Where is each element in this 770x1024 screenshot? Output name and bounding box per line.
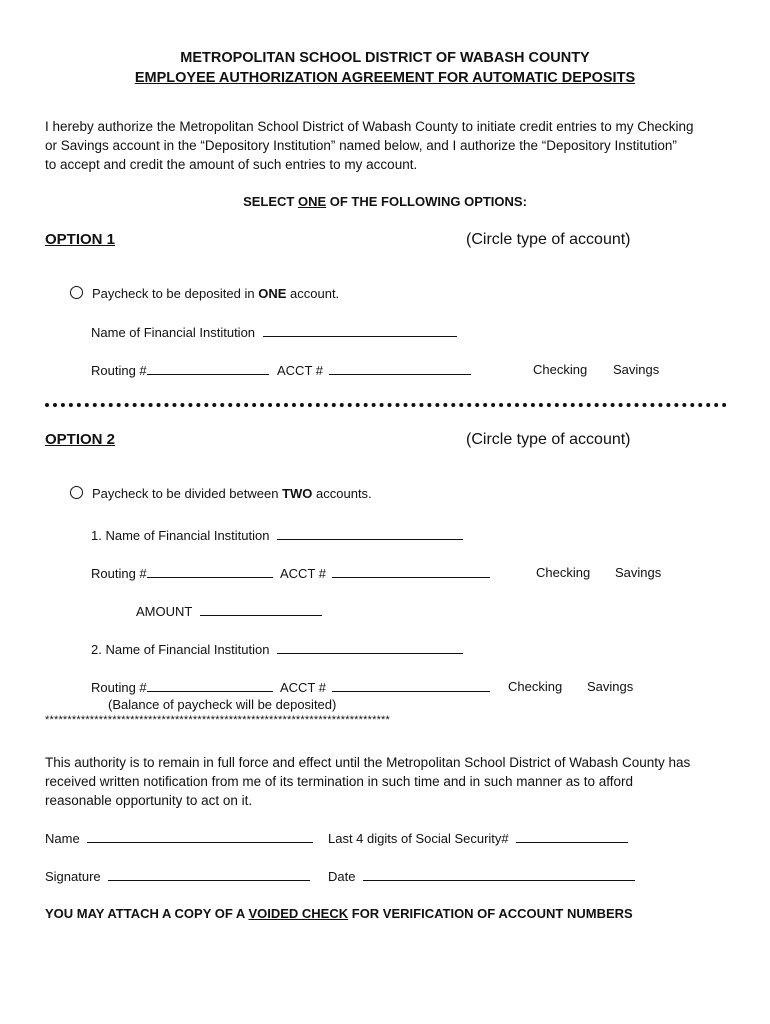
authority-paragraph xyxy=(45,753,735,810)
option-2-checking-2[interactable]: Checking xyxy=(508,679,563,694)
select-instruction: SELECT ONE OF THE FOLLOWING OPTIONS: xyxy=(243,194,527,209)
option-1-radio[interactable] xyxy=(70,286,83,299)
option-2-routing-2-row: Routing # xyxy=(91,679,273,695)
option-2-institution-1-field[interactable] xyxy=(277,527,463,540)
authority-line-2: received written notification from me of its termination in such time and in such manner as to afford xyxy=(45,774,634,789)
option-2-savings-2[interactable]: Savings xyxy=(587,679,634,694)
intro-line-1: I hereby authorize the Metropolitan School District of Wabash County to initiate credit entries to my Checking xyxy=(45,119,694,134)
option-2-routing-1-row: Routing # xyxy=(91,565,273,581)
option-2-acct-1-field[interactable] xyxy=(332,565,490,578)
intro-line-2: or Savings account in the “Depository Institution” named below, and I authorize the “Depository Institution” xyxy=(45,138,677,153)
authority-line-1: This authority is to remain in full force and effect until the Metropolitan School District of Wabash County has xyxy=(45,755,691,770)
option-1-circle-note: (Circle type of account) xyxy=(466,231,631,248)
option-2-institution-1-row: 1. Name of Financial Institution xyxy=(91,527,463,543)
option-2-checking-1[interactable]: Checking xyxy=(536,565,591,580)
option-1-radio-row[interactable]: Paycheck to be deposited in ONE account. xyxy=(70,286,339,301)
title-agreement: EMPLOYEE AUTHORIZATION AGREEMENT FOR AUTOMATIC DEPOSITS xyxy=(134,70,636,86)
intro-paragraph xyxy=(45,117,735,174)
option-2-balance-note: (Balance of paycheck will be deposited) xyxy=(108,697,337,712)
option-2-institution-2-field[interactable] xyxy=(277,641,463,654)
option-1-savings[interactable]: Savings xyxy=(613,362,660,377)
option-1-acct-field[interactable] xyxy=(329,362,471,375)
option-2-routing-1-field[interactable] xyxy=(147,565,273,578)
ssn-field[interactable] xyxy=(516,830,628,843)
date-field[interactable] xyxy=(363,868,635,881)
option-divider xyxy=(45,403,727,407)
option-2-label: OPTION 2 xyxy=(45,431,116,448)
option-1-routing-field[interactable] xyxy=(147,362,269,375)
option-2-institution-2-row: 2. Name of Financial Institution xyxy=(91,641,463,657)
option-2-acct-1-row: ACCT # xyxy=(280,565,490,581)
option-2-radio-row[interactable]: Paycheck to be divided between TWO accounts. xyxy=(70,486,372,501)
option-1-acct-row: ACCT # xyxy=(277,362,471,378)
signature-field[interactable] xyxy=(108,868,310,881)
signature-row: Signature xyxy=(45,868,310,884)
option-2-savings-1[interactable]: Savings xyxy=(615,565,662,580)
option-1-label: OPTION 1 xyxy=(45,231,116,248)
option-2-amount-row: AMOUNT xyxy=(136,603,322,619)
authority-line-3: reasonable opportunity to act on it. xyxy=(45,793,253,808)
option-1-institution-field[interactable] xyxy=(263,324,457,337)
ssn-row: Last 4 digits of Social Security# xyxy=(328,830,628,846)
option-1-institution-row: Name of Financial Institution xyxy=(91,324,457,340)
option-2-acct-2-row: ACCT # xyxy=(280,679,490,695)
voided-check-note: YOU MAY ATTACH A COPY OF A VOIDED CHECK FOR VERIFICATION OF ACCOUNT NUMBERS xyxy=(45,906,633,921)
option-2-circle-note: (Circle type of account) xyxy=(466,431,631,448)
name-field[interactable] xyxy=(87,830,313,843)
intro-line-3: to accept and credit the amount of such entries to my account. xyxy=(45,157,418,172)
title-district: METROPOLITAN SCHOOL DISTRICT OF WABASH COUNTY xyxy=(180,50,590,66)
option-1-checking[interactable]: Checking xyxy=(533,362,588,377)
date-row: Date xyxy=(328,868,635,884)
option-2-radio[interactable] xyxy=(70,486,83,499)
option-2-routing-2-field[interactable] xyxy=(147,679,273,692)
option-2-acct-2-field[interactable] xyxy=(332,679,490,692)
option-2-amount-field[interactable] xyxy=(200,603,322,616)
star-divider: ***************************************************************************** xyxy=(45,714,391,726)
option-1-routing-row: Routing # xyxy=(91,362,269,378)
name-row: Name xyxy=(45,830,313,846)
